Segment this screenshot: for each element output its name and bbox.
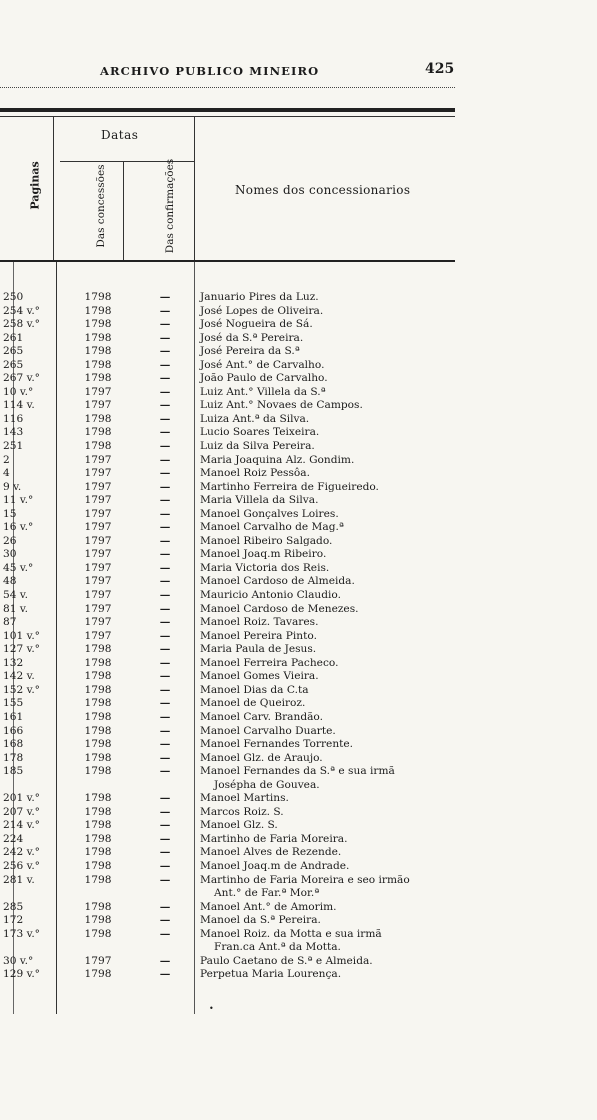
- table-row: [0, 874, 470, 888]
- concessao-cell: 1798: [84, 805, 112, 818]
- pagina-cell: 168: [3, 738, 24, 751]
- column-divider: [123, 162, 124, 262]
- nome-cell: Paulo Caetano de S.ª e Almeida.: [200, 954, 373, 967]
- nome-cell: Mauricio Antonio Claudio.: [200, 589, 341, 602]
- pagina-cell: 81 v.: [3, 602, 28, 615]
- pagina-cell: 45 v.°: [3, 561, 34, 574]
- nome-cell: Ant.° de Far.ª Mor.ª: [214, 887, 320, 900]
- pagina-cell: 116: [3, 412, 24, 425]
- table-row: [0, 575, 470, 589]
- table-row: [0, 738, 470, 752]
- pagina-cell: 129 v.°: [3, 968, 40, 981]
- confirmacao-cell: —: [159, 697, 171, 710]
- nome-cell: Manoel Fernandes da S.ª e sua irmã: [200, 765, 395, 778]
- pagina-cell: 54 v.: [3, 589, 28, 602]
- pagina-cell: 155: [3, 697, 24, 710]
- nome-cell: Manoel Ferreira Pacheco.: [200, 656, 339, 669]
- table-row: [0, 860, 470, 874]
- pagina-cell: 285: [3, 900, 24, 913]
- page-number: 425: [425, 61, 455, 77]
- concessao-cell: 1798: [84, 873, 112, 886]
- nome-cell: Manoel Gomes Vieira.: [200, 670, 319, 683]
- nome-cell: Maria Villela da Silva.: [200, 494, 319, 507]
- nome-cell: Manoel Carv. Brandão.: [200, 710, 323, 723]
- concessao-cell: 1798: [84, 412, 112, 425]
- table-row: [0, 332, 470, 346]
- table-row: [0, 291, 470, 305]
- concessao-cell: 1797: [84, 399, 112, 412]
- concessao-cell: 1797: [84, 616, 112, 629]
- concessao-cell: 1797: [84, 534, 112, 547]
- confirmacao-cell: —: [159, 561, 171, 574]
- table-row: [0, 955, 470, 969]
- table-row: [0, 386, 470, 400]
- concessao-cell: 1798: [84, 832, 112, 845]
- table-row: [0, 887, 470, 901]
- table-row: [0, 819, 470, 833]
- confirmacao-cell: —: [159, 819, 171, 832]
- nome-cell: Januario Pires da Luz.: [200, 291, 319, 303]
- nome-cell: Martinho de Faria Moreira e seo irmão: [200, 873, 410, 886]
- confirmacao-cell: —: [159, 765, 171, 778]
- nome-cell: Manoel Carvalho de Mag.ª: [200, 521, 344, 534]
- pagina-cell: 173 v.°: [3, 927, 40, 940]
- confirmacao-cell: —: [159, 805, 171, 818]
- pagina-cell: 281 v.: [3, 873, 35, 886]
- concessao-cell: 1798: [84, 358, 112, 371]
- nome-cell: Manoel Roiz. da Motta e sua irmã: [200, 927, 382, 940]
- nome-cell: Manoel Glz. de Araujo.: [200, 751, 323, 764]
- pagina-cell: 11 v.°: [3, 494, 34, 507]
- nome-cell: José da S.ª Pereira.: [200, 331, 304, 344]
- nome-cell: João Paulo de Carvalho.: [200, 372, 328, 385]
- pagina-cell: 258 v.°: [3, 318, 40, 331]
- concessao-cell: 1798: [84, 724, 112, 737]
- pagina-cell: 132: [3, 656, 24, 669]
- confirmacao-cell: —: [159, 480, 171, 493]
- concessao-cell: 1798: [84, 738, 112, 751]
- concessao-cell: 1798: [84, 927, 112, 940]
- table-row: [0, 426, 470, 440]
- confirmacao-cell: —: [159, 385, 171, 398]
- pagina-cell: 4: [3, 467, 10, 480]
- pagina-cell: 265: [3, 345, 24, 358]
- table-row: [0, 711, 470, 725]
- pagina-cell: 201 v.°: [3, 792, 40, 805]
- pagina-cell: 30: [3, 548, 17, 561]
- nome-cell: Maria Paula de Jesus.: [200, 643, 317, 656]
- table-row: [0, 670, 470, 684]
- concessao-cell: 1798: [84, 643, 112, 656]
- table-row: [0, 413, 470, 427]
- concessao-cell: 1798: [84, 331, 112, 344]
- concessao-cell: 1797: [84, 561, 112, 574]
- table-row: [0, 467, 470, 481]
- nome-cell: José Ant.° de Carvalho.: [200, 358, 325, 371]
- concessao-cell: 1797: [84, 494, 112, 507]
- table-row: [0, 765, 470, 779]
- confirmacao-cell: —: [159, 412, 171, 425]
- nome-cell: Manoel Glz. S.: [200, 819, 278, 832]
- pagina-cell: 114 v.: [3, 399, 35, 412]
- pagina-cell: 26: [3, 534, 17, 547]
- nome-cell: Josépha de Gouvea.: [214, 778, 320, 791]
- nome-cell: Martinho Ferreira de Figueiredo.: [200, 480, 379, 493]
- table-row: [0, 806, 470, 820]
- nome-cell: Maria Victoria dos Reis.: [200, 561, 330, 574]
- confirmacao-cell: —: [159, 724, 171, 737]
- running-title: ARCHIVO PUBLICO MINEIRO: [100, 64, 320, 78]
- table-row: [0, 914, 470, 928]
- table-row: [0, 589, 470, 603]
- pagina-cell: 185: [3, 765, 24, 778]
- pagina-cell: 101 v.°: [3, 629, 40, 642]
- concessao-cell: 1798: [84, 697, 112, 710]
- table-row: [0, 318, 470, 332]
- nome-cell: Lucio Soares Teixeira.: [200, 426, 320, 439]
- confirmacao-cell: —: [159, 616, 171, 629]
- table-row: [0, 657, 470, 671]
- nome-cell: Manoel Alves de Rezende.: [200, 846, 342, 859]
- table-row: [0, 792, 470, 806]
- confirmacao-cell: —: [159, 345, 171, 358]
- confirmacao-cell: —: [159, 575, 171, 588]
- nome-cell: Manoel Carvalho Duarte.: [200, 724, 336, 737]
- confirmacao-cell: —: [159, 440, 171, 453]
- concessao-cell: 1798: [84, 345, 112, 358]
- table-row: [0, 779, 470, 793]
- nome-cell: Martinho de Faria Moreira.: [200, 832, 348, 845]
- pagina-cell: 265: [3, 358, 24, 371]
- concessao-cell: 1798: [84, 426, 112, 439]
- nome-cell: José Nogueira de Sá.: [200, 318, 313, 331]
- table-row: [0, 399, 470, 413]
- table-row: [0, 562, 470, 576]
- pagina-cell: 242 v.°: [3, 846, 40, 859]
- nome-cell: Manoel Roiz. Tavares.: [200, 616, 319, 629]
- nome-cell: Manoel Dias da C.ta: [200, 683, 309, 696]
- pagina-cell: 161: [3, 710, 24, 723]
- nome-cell: Luiz Ant.° Villela da S.ª: [200, 385, 326, 398]
- table-row: [0, 833, 470, 847]
- nome-cell: Manoel Ribeiro Salgado.: [200, 534, 333, 547]
- nome-cell: Marcos Roiz. S.: [200, 805, 284, 818]
- pagina-cell: 254 v.°: [3, 304, 40, 317]
- concessao-cell: 1798: [84, 670, 112, 683]
- pagina-cell: 267 v.°: [3, 372, 40, 385]
- concessao-cell: 1798: [84, 846, 112, 859]
- nome-cell: Manoel Fernandes Torrente.: [200, 738, 354, 751]
- confirmacao-cell: —: [159, 710, 171, 723]
- table-row: [0, 697, 470, 711]
- confirmacao-cell: —: [159, 358, 171, 371]
- concessao-cell: 1797: [84, 954, 112, 967]
- confirmacao-cell: —: [159, 372, 171, 385]
- table-row: [0, 846, 470, 860]
- concessao-cell: 1797: [84, 385, 112, 398]
- table-row: [0, 535, 470, 549]
- confirmacao-cell: —: [159, 426, 171, 439]
- concessao-cell: 1798: [84, 968, 112, 981]
- concessao-cell: 1798: [84, 900, 112, 913]
- nome-cell: Manoel Pereira Pinto.: [200, 629, 317, 642]
- pagina-cell: 2: [3, 453, 10, 466]
- confirmacao-cell: —: [159, 291, 171, 303]
- table-row: [0, 372, 470, 386]
- table-top-rule-thin: [0, 116, 455, 117]
- confirmacao-cell: —: [159, 873, 171, 886]
- confirmacao-cell: —: [159, 859, 171, 872]
- concessao-cell: 1798: [84, 372, 112, 385]
- confirmacao-cell: —: [159, 602, 171, 615]
- confirmacao-cell: —: [159, 832, 171, 845]
- nome-cell: José Lopes de Oliveira.: [200, 304, 324, 317]
- column-divider: [194, 117, 195, 262]
- nome-cell: Manoel Gonçalves Loires.: [200, 507, 339, 520]
- table-row: [0, 752, 470, 766]
- pagina-cell: 250: [3, 291, 24, 303]
- column-header-nomes: Nomes dos concessionarios: [235, 183, 411, 197]
- pagina-cell: 143: [3, 426, 24, 439]
- table-row: [0, 928, 470, 942]
- nome-cell: Luiz Ant.° Novaes de Campos.: [200, 399, 363, 412]
- confirmacao-cell: —: [159, 751, 171, 764]
- confirmacao-cell: —: [159, 534, 171, 547]
- table-row: [0, 454, 470, 468]
- concessao-cell: 1797: [84, 629, 112, 642]
- confirmacao-cell: —: [159, 656, 171, 669]
- nome-cell: Manoel Martins.: [200, 792, 289, 805]
- concessao-cell: 1798: [84, 914, 112, 927]
- column-divider: [53, 117, 54, 262]
- nome-cell: Luiza Ant.ª da Silva.: [200, 412, 310, 425]
- pagina-cell: 127 v.°: [3, 643, 40, 656]
- pagina-cell: 16 v.°: [3, 521, 34, 534]
- table-row: [0, 481, 470, 495]
- table-row: [0, 359, 470, 373]
- confirmacao-cell: —: [159, 683, 171, 696]
- table-row: [0, 968, 470, 982]
- nome-cell: Manoel de Queiroz.: [200, 697, 306, 710]
- nome-cell: Luiz da Silva Pereira.: [200, 440, 315, 453]
- header-bottom-rule: [0, 260, 455, 262]
- table-row: [0, 548, 470, 562]
- confirmacao-cell: —: [159, 494, 171, 507]
- pagina-cell: 224: [3, 832, 24, 845]
- confirmacao-cell: —: [159, 670, 171, 683]
- concessao-cell: 1798: [84, 440, 112, 453]
- table-row: [0, 508, 470, 522]
- confirmacao-cell: —: [159, 331, 171, 344]
- table-row: [0, 630, 470, 644]
- concessao-cell: 1798: [84, 751, 112, 764]
- confirmacao-cell: —: [159, 507, 171, 520]
- confirmacao-cell: —: [159, 643, 171, 656]
- concessao-cell: 1798: [84, 291, 112, 303]
- column-header-paginas: Paginas: [28, 161, 42, 210]
- confirmacao-cell: —: [159, 846, 171, 859]
- table-row: [0, 616, 470, 630]
- nome-cell: Maria Joaquina Alz. Gondim.: [200, 453, 355, 466]
- table-row: [0, 725, 470, 739]
- confirmacao-cell: —: [159, 304, 171, 317]
- pagina-cell: 152 v.°: [3, 683, 40, 696]
- confirmacao-cell: —: [159, 968, 171, 981]
- nome-cell: Fran.ca Ant.ª da Motta.: [214, 941, 341, 954]
- table-row: [0, 603, 470, 617]
- table-row: [0, 440, 470, 454]
- nome-cell: Perpetua Maria Lourença.: [200, 968, 342, 981]
- table-row: [0, 305, 470, 319]
- nome-cell: José Pereira da S.ª: [200, 345, 300, 358]
- concessao-cell: 1797: [84, 602, 112, 615]
- pagina-cell: 261: [3, 331, 24, 344]
- concessao-cell: 1798: [84, 304, 112, 317]
- pagina-cell: 207 v.°: [3, 805, 40, 818]
- nome-cell: Manoel Joaq.m Ribeiro.: [200, 548, 327, 561]
- nome-cell: Manoel da S.ª Pereira.: [200, 914, 321, 927]
- nome-cell: Manoel Roiz Pessôa.: [200, 467, 310, 480]
- nome-cell: Manoel Cardoso de Menezes.: [200, 602, 359, 615]
- pagina-cell: 48: [3, 575, 17, 588]
- confirmacao-cell: —: [159, 399, 171, 412]
- table-body: [0, 291, 470, 982]
- pagina-cell: 256 v.°: [3, 859, 40, 872]
- pagina-cell: 251: [3, 440, 24, 453]
- concessao-cell: 1798: [84, 710, 112, 723]
- nome-cell: Manoel Ant.° de Amorim.: [200, 900, 337, 913]
- column-header-concessoes: Das concessões: [95, 164, 107, 248]
- confirmacao-cell: —: [159, 914, 171, 927]
- pagina-cell: 142 v.: [3, 670, 35, 683]
- pagina-cell: 214 v.°: [3, 819, 40, 832]
- pagina-cell: 166: [3, 724, 24, 737]
- confirmacao-cell: —: [159, 792, 171, 805]
- pagina-cell: 87: [3, 616, 17, 629]
- confirmacao-cell: —: [159, 629, 171, 642]
- header-divider: [0, 87, 455, 88]
- table-row: [0, 345, 470, 359]
- end-mark: •: [209, 1004, 214, 1013]
- nome-cell: Manoel Joaq.m de Andrade.: [200, 859, 350, 872]
- pagina-cell: 172: [3, 914, 24, 927]
- pagina-cell: 30 v.°: [3, 954, 34, 967]
- pagina-cell: 15: [3, 507, 17, 520]
- concessao-cell: 1798: [84, 318, 112, 331]
- confirmacao-cell: —: [159, 900, 171, 913]
- column-header-confirmacoes: Das confirmações: [164, 158, 176, 254]
- confirmacao-cell: —: [159, 927, 171, 940]
- confirmacao-cell: —: [159, 954, 171, 967]
- confirmacao-cell: —: [159, 521, 171, 534]
- nome-cell: Manoel Cardoso de Almeida.: [200, 575, 355, 588]
- concessao-cell: 1797: [84, 548, 112, 561]
- table-row: [0, 521, 470, 535]
- concessao-cell: 1798: [84, 656, 112, 669]
- pagina-cell: 10 v.°: [3, 385, 34, 398]
- table-row: [0, 494, 470, 508]
- column-group-datas: Datas: [101, 128, 139, 142]
- concessao-cell: 1797: [84, 589, 112, 602]
- pagina-cell: 9 v.: [3, 480, 22, 493]
- confirmacao-cell: —: [159, 318, 171, 331]
- confirmacao-cell: —: [159, 589, 171, 602]
- confirmacao-cell: —: [159, 467, 171, 480]
- table-top-rule: [0, 108, 455, 112]
- confirmacao-cell: —: [159, 453, 171, 466]
- concessao-cell: 1798: [84, 859, 112, 872]
- pagina-cell: 178: [3, 751, 24, 764]
- concessao-cell: 1797: [84, 507, 112, 520]
- confirmacao-cell: —: [159, 548, 171, 561]
- table-row: [0, 941, 470, 955]
- confirmacao-cell: —: [159, 738, 171, 751]
- concessao-cell: 1797: [84, 453, 112, 466]
- concessao-cell: 1798: [84, 819, 112, 832]
- concessao-cell: 1797: [84, 480, 112, 493]
- table-row: [0, 643, 470, 657]
- concessao-cell: 1798: [84, 792, 112, 805]
- concessao-cell: 1798: [84, 765, 112, 778]
- concessao-cell: 1797: [84, 521, 112, 534]
- concessao-cell: 1797: [84, 467, 112, 480]
- concessao-cell: 1798: [84, 683, 112, 696]
- table-row: [0, 684, 470, 698]
- concessao-cell: 1797: [84, 575, 112, 588]
- table-row: [0, 901, 470, 915]
